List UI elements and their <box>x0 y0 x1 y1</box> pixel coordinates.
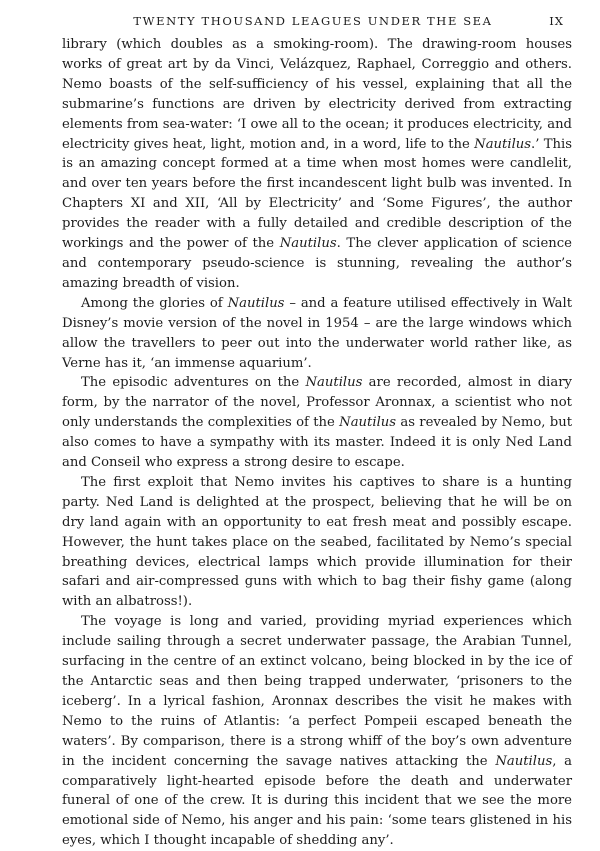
italic-run: Nautilus <box>339 415 397 431</box>
paragraph <box>62 35 572 294</box>
text-run: The voyage is long and varied, providing myriad experiences which include sailing through a secret underwater passage, the Arabian Tunnel, surfacing in the centre of an extinct volcano, being blocked in by the ice of the Antarctic seas and then being trapped underwater, ‘prisoners to the iceberg’. In a lyrical fashion, Aronnax describes the visit he makes with Nemo to the ruins of Atlantis: ‘a perfect Pompeii escaped beneath the waters’. By comparison, there is a strong whiff of the boy’s own adventure in the incident concerning the savage natives attacking the <box>62 614 572 769</box>
text-run: as revealed by Nemo, but also comes to have a sympathy with its master. Indeed it is only Ned Land and Conseil who express a strong desire to escape. <box>62 415 572 471</box>
text-run: The first exploit that Nemo invites his captives to share is a hunting party. Ned Land is delighted at the prospect, believing that he will be on dry land again with an opportunity to eat fresh meat and possibly escape. However, the hunt takes place on the seabed, facilitated by Nemo’s special breathing devices, electrical lamps which provide illumination for their safari and air-compressed guns with which to bag their fishy game (along with an albatross!). <box>62 474 572 610</box>
italic-run: Nautilus <box>474 136 532 152</box>
running-header <box>62 12 564 32</box>
italic-run: Nautilus <box>495 753 553 769</box>
italic-run: Nautilus <box>227 295 285 311</box>
italic-run: Nautilus <box>279 236 337 252</box>
text-run: are recorded, almost in diary form, by the narrator of the novel, Professor Aronnax, a scientist who not only understands the complexities of the <box>62 375 572 431</box>
body-text <box>62 35 572 851</box>
paragraph <box>62 473 572 612</box>
text-run: .’ This is an amazing concept formed at a time when most homes were candlelit, and over ten years before the first incandescent light bulb was invented. In Chapters XI and XII, ‘All by Electricity’ and ‘Some Figures’, the author provides the reader with a fully detailed and credible description of the workings and the power of the <box>62 136 572 252</box>
text-run: The episodic adventures on the <box>81 375 306 391</box>
page-number: IX <box>549 14 564 28</box>
text-run: – and a feature utilised effectively in Walt Disney’s movie version of the novel in 1954 – are the large windows which allow the travellers to peer out into the underwater world rather like, as Verne has it, ‘an immense aquarium’. <box>62 295 573 371</box>
paragraph <box>62 294 572 374</box>
paragraph <box>62 373 572 473</box>
paragraph <box>62 612 572 851</box>
text-run: . The clever application of science and contemporary pseudo-science is stunning, revealing the author’s amazing breadth of vision. <box>62 236 572 291</box>
text-run: library (which doubles as a smoking-room). The drawing-room houses works of great art by da Vinci, Velázquez, Raphael, Correggio and others. Nemo boasts of the self-sufficiency of his vessel, explaining that all the submarine’s functions are driven by electricity derived from extracting elements from sea-water: ‘I owe all to the ocean; it produces electricity, and electricity gives heat, light, motion and, in a word, life to the <box>62 37 572 152</box>
running-title: TWENTY THOUSAND LEAGUES UNDER THE SEA <box>133 14 493 28</box>
text-run: , a comparatively light-hearted episode before the death and underwater funeral of one of the crew. It is during this incident that we see the more emotional side of Nemo, his anger and his pain: ‘some tears glistened in his eyes, which I thought incapable of shedding any’. <box>62 753 573 849</box>
text-run: Among the glories of <box>81 295 228 311</box>
italic-run: Nautilus <box>305 375 363 391</box>
